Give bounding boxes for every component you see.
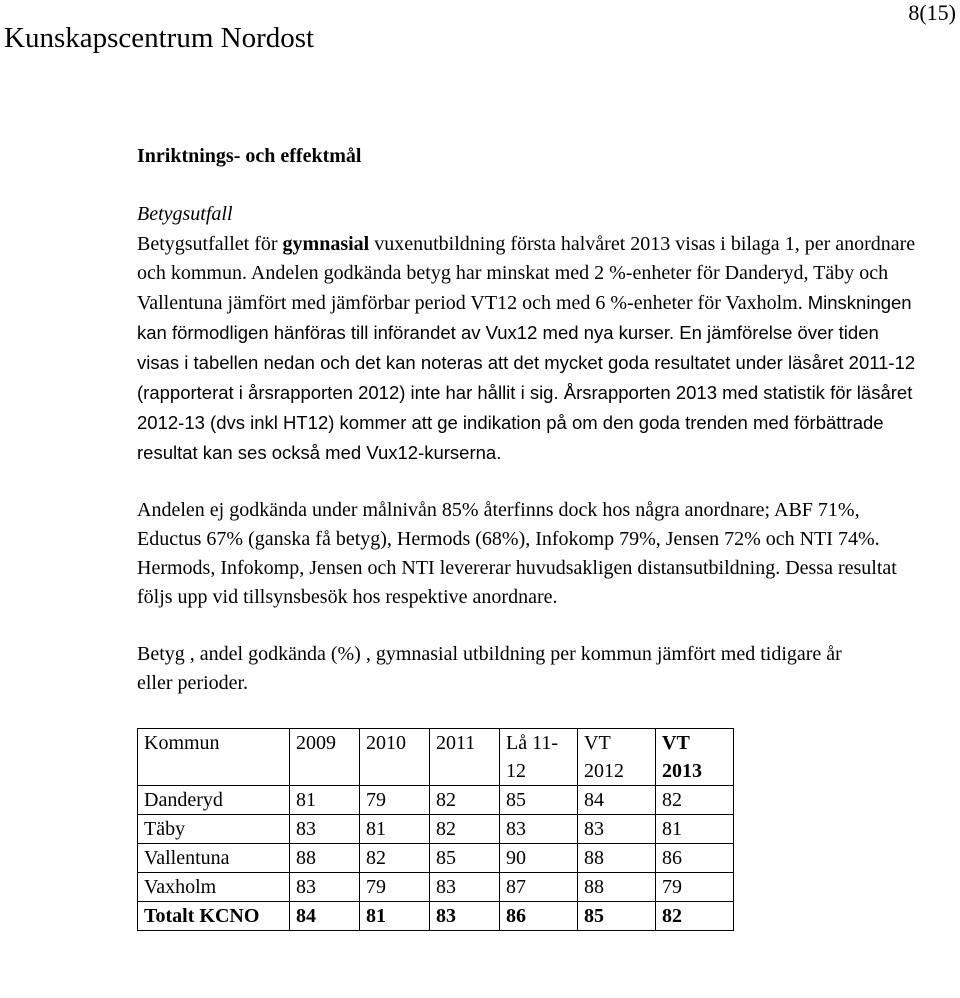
table-cell-kommun: Vaxholm <box>138 873 290 902</box>
table-cell: 87 <box>500 873 578 902</box>
table-cell: 81 <box>290 786 360 815</box>
paragraph-failing-providers: Andelen ej godkända under målnivån 85% återfinns dock hos några anordnare; ABF 71%, Eductus 67% (ganska få betyg), Hermods (68%), Infokomp 79%, Jensen 72% och NTI 74%. Hermods, Infokomp, Jensen och NTI levererar huvudsakligen distansutbildning. Dessa resultat följs upp vid tillsynsbesök hos respektive anordnare. <box>137 499 897 608</box>
table-row <box>138 815 734 844</box>
table-cell-kommun: Danderyd <box>138 786 290 815</box>
table-cell: 83 <box>578 815 656 844</box>
table-cell: 82 <box>430 815 500 844</box>
table-cell: 86 <box>656 844 734 873</box>
table-cell: 79 <box>360 873 430 902</box>
table-cell: 79 <box>360 786 430 815</box>
table-cell: 84 <box>578 786 656 815</box>
table-cell: 83 <box>290 815 360 844</box>
grades-table <box>137 728 734 931</box>
table-cell: 81 <box>360 902 430 931</box>
table-cell-total-label: Totalt KCNO <box>138 902 290 931</box>
page-number: 8(15) <box>908 0 956 25</box>
header-cell-2009: 2009 <box>290 729 360 786</box>
table-cell: 83 <box>500 815 578 844</box>
table-cell: 82 <box>430 786 500 815</box>
header-cell-la-11-12: Lå 11-12 <box>500 729 578 786</box>
document-header-title: Kunskapscentrum Nordost <box>4 22 315 54</box>
table-cell: 86 <box>500 902 578 931</box>
table-cell: 83 <box>430 902 500 931</box>
header-cell-2010: 2010 <box>360 729 430 786</box>
header-cell-2011: 2011 <box>430 729 500 786</box>
table-cell: 84 <box>290 902 360 931</box>
table-row <box>138 873 734 902</box>
table-cell: 85 <box>578 902 656 931</box>
table-cell: 90 <box>500 844 578 873</box>
emphasized-word: gymnasial <box>282 233 370 255</box>
section-heading: Inriktnings- och effektmål <box>137 145 362 167</box>
table-row <box>138 844 734 873</box>
table-cell: 82 <box>656 902 734 931</box>
table-cell: 85 <box>430 844 500 873</box>
table-cell: 81 <box>360 815 430 844</box>
table-cell: 79 <box>656 873 734 902</box>
header-cell-vt-2012: VT 2012 <box>578 729 656 786</box>
table-cell-kommun: Vallentuna <box>138 844 290 873</box>
header-cell-kommun: Kommun <box>138 729 290 786</box>
table-cell: 88 <box>290 844 360 873</box>
table-cell: 82 <box>656 786 734 815</box>
header-cell-vt-2013: VT 2013 <box>656 729 734 786</box>
table-cell: 83 <box>430 873 500 902</box>
paragraph-text: Betygsutfallet för <box>137 233 283 255</box>
table-cell: 81 <box>656 815 734 844</box>
table-cell: 82 <box>360 844 430 873</box>
table-cell: 85 <box>500 786 578 815</box>
table-cell: 88 <box>578 844 656 873</box>
table-total-row <box>138 902 734 931</box>
table-cell: 83 <box>290 873 360 902</box>
table-caption: Betyg , andel godkända (%) , gymnasial utbildning per kommun jämfört med tidigare år eller perioder. <box>137 643 842 694</box>
subsection-heading: Betygsutfall <box>137 203 233 225</box>
paragraph-text: vuxenutbildning första halvåret 2013 visas i bilaga 1, per anordnare och kommun. Andelen godkända betyg har minskat med 2 %-enheter för Danderyd, Täby och Vallentuna jämfört med jämförbar period VT12 och med 6 %-enheter för Vaxholm. <box>137 233 916 314</box>
paragraph-grade-outcome <box>137 230 917 468</box>
table-cell: 88 <box>578 873 656 902</box>
table-cell-kommun: Täby <box>138 815 290 844</box>
document-body <box>137 142 937 931</box>
table-header-row <box>138 729 734 786</box>
paragraph-text-sans: Minskningen kan förmodligen hänföras till införandet av Vux12 med nya kurser. En jämförelse över tiden visas i tabellen nedan och det kan noteras att det mycket goda resultatet under läsåret 2011-12 (rapporterat i årsrapporten 2012) inte har hållit i sig. Årsrapporten 2013 med statistik för läsåret 2012-13 (dvs inkl HT12) kommer att ge indikation på om den goda trenden med förbättrade resultat kan ses också med Vux12-kurserna. <box>137 292 916 463</box>
table-row <box>138 786 734 815</box>
